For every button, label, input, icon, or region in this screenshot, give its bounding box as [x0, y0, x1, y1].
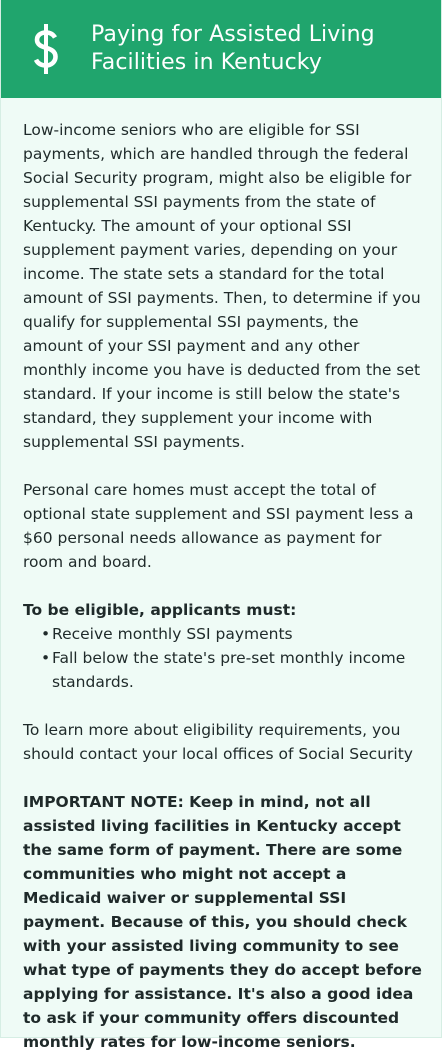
- card-content: [1, 98, 441, 1054]
- eligibility-list: [23, 622, 423, 694]
- ssi-paragraph: Low-income seniors who are eligible for SSI payments, which are handled through the federal Social Security program, might also be eligible for supplemental SSI payments from the state of Kentucky. The amount of your optional SSI supplement payment varies, depending on your income. The state sets a standard for the total amount of SSI payments. Then, to determine if you qualify for supplemental SSI payments, the amount of your SSI payment and any other monthly income you have is deducted from the set standard. If your income is still below the state's standard, they supplement your income with supplemental SSI payments.: [23, 121, 421, 451]
- eligibility-item: • Receive monthly SSI payments: [41, 622, 423, 646]
- eligibility-item: • Fall below the state's pre-set monthly income standards.: [41, 646, 423, 694]
- contact-paragraph: To learn more about eligibility requirements, you should contact your local offices of Social Security: [23, 721, 413, 763]
- important-note: IMPORTANT NOTE: Keep in mind, not all assisted living facilities in Kentucky accept the same form of payment. There are some communities who might not accept a Medicaid waiver or supplemental SSI payment. Because of this, you should check with your assisted living community to see what type of payments they do accept before applying for assistance. It's also a good idea to ask if your community offers discounted monthly rates for low-income seniors.: [23, 793, 422, 1051]
- dollar-sign-icon: [1, 0, 91, 98]
- card-title: Paying for Assisted Living Facilities in Kentucky: [91, 22, 375, 75]
- eligibility-heading: To be eligible, applicants must:: [23, 601, 297, 619]
- personal-care-paragraph: Personal care homes must accept the total of optional state supplement and SSI payment less a $60 personal needs allowance as payment for room and board.: [23, 481, 414, 571]
- card-header: [1, 0, 441, 98]
